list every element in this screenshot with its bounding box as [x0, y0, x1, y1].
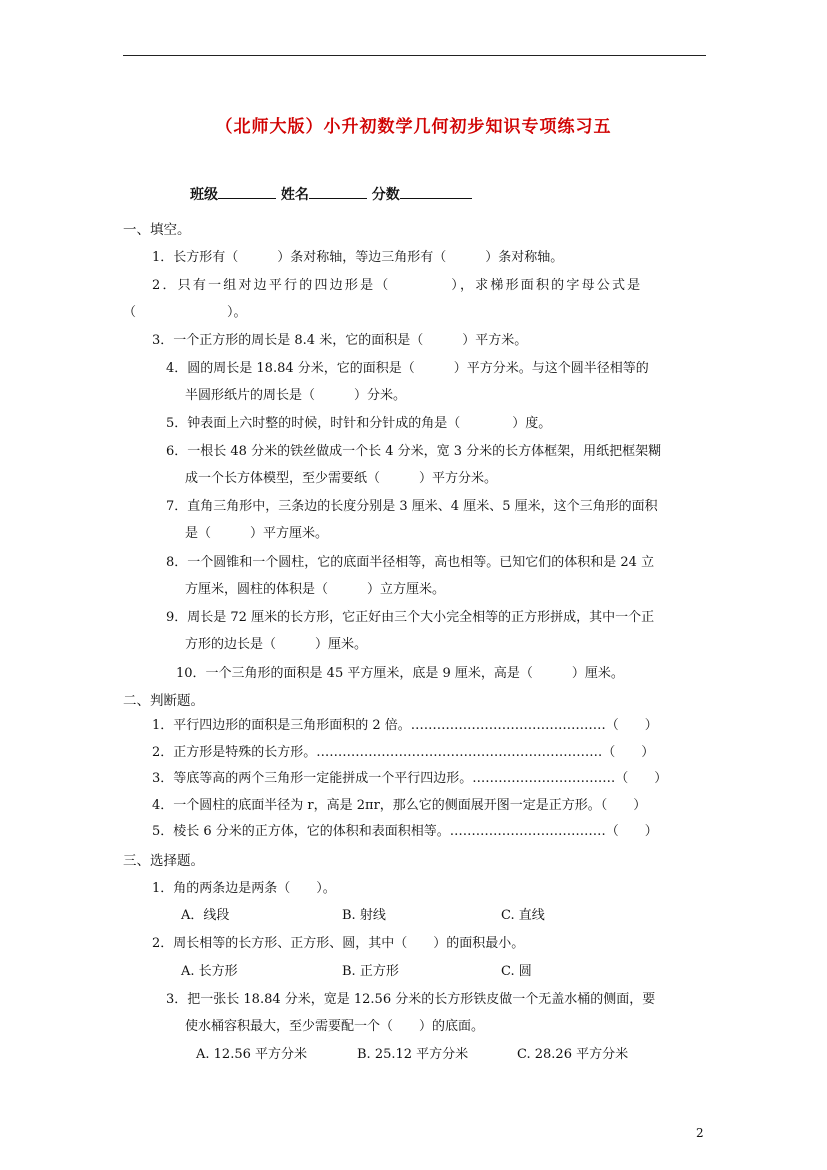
question-line: 方厘米，圆柱的体积是（ ）立方厘米。: [185, 582, 446, 597]
choice-option-b: B. 25.12 平方分米: [357, 1047, 469, 1062]
choice-option-a: A．线段: [181, 908, 230, 923]
question-line: 5．钟表面上六时整的时候，时针和分针成的角是（ ）度。: [166, 416, 552, 431]
class-blank[interactable]: [218, 184, 276, 199]
section-choice-heading: 三、选择题。: [123, 853, 204, 869]
question-line: 是（ ）平方厘米。: [185, 526, 329, 541]
question-line: 3．等底等高的两个三角形一定能拼成一个平行四边形。……………………………（ ）: [152, 771, 668, 786]
student-info-row: [190, 184, 472, 204]
question-line: 2．正方形是特殊的长方形。…………………………………………………………（ ）: [152, 745, 655, 760]
question-line: 2．周长相等的长方形、正方形、圆，其中（ ）的面积最小。: [152, 936, 525, 951]
question-line: 5．棱长 6 分米的正方体，它的体积和表面积相等。………………………………（ ）: [152, 824, 658, 839]
question-line: 4．一个圆柱的底面半径为 r，高是 2πr，那么它的侧面展开图一定是正方形。（ ）: [152, 798, 647, 813]
choice-option-a: A. 12.56 平方分米: [196, 1047, 308, 1062]
page-number: 2: [696, 1126, 704, 1140]
choice-option-a: A. 长方形: [181, 964, 238, 979]
name-blank[interactable]: [309, 184, 367, 199]
score-label: 分数: [371, 187, 400, 203]
question-line: 9．周长是 72 厘米的长方形，它正好由三个大小完全相等的正方形拼成，其中一个正: [166, 610, 655, 625]
question-line: 1．角的两条边是两条（ ）。: [152, 881, 336, 896]
question-line: 使水桶容积最大，至少需要配一个（ ）的底面。: [185, 1019, 485, 1034]
question-line: 3．一个正方形的周长是 8.4 米，它的面积是（ ）平方米。: [152, 333, 528, 348]
question-line: 8．一个圆锥和一个圆柱，它的底面半径相等，高也相等。已知它们的体积和是 24 立: [166, 555, 655, 570]
page-title: （北师大版）小升初数学几何初步知识专项练习五: [215, 117, 612, 137]
question-line: 3．把一张长 18.84 分米，宽是 12.56 分米的长方形铁皮做一个无盖水桶的侧面，要: [166, 992, 656, 1007]
question-line: 7．直角三角形中，三条边的长度分别是 3 厘米、4 厘米、5 厘米，这个三角形的面积: [166, 499, 658, 514]
question-line: 4．圆的周长是 18.84 分米，它的面积是（ ）平方分米。与这个圆半径相等的: [166, 361, 649, 376]
question-line: 2．只有一组对边平行的四边形是（ ），求梯形面积的字母公式是: [152, 278, 643, 293]
score-blank[interactable]: [400, 184, 472, 199]
section-true-false-heading: 二、判断题。: [123, 693, 204, 709]
choice-option-c: C. 28.26 平方分米: [517, 1047, 629, 1062]
question-line: 1．平行四边形的面积是三角形面积的 2 倍。………………………………………（ ）: [152, 718, 658, 733]
name-label: 姓名: [280, 187, 309, 203]
section-fill-blank-heading: 一、填空。: [123, 222, 191, 238]
choice-option-c: C. 圆: [501, 964, 532, 979]
question-line: 半圆形纸片的周长是（ ）分米。: [185, 388, 407, 403]
choice-option-c: C. 直线: [501, 908, 545, 923]
choice-option-b: B. 正方形: [342, 964, 399, 979]
question-line: 6．一根长 48 分米的铁丝做成一个长 4 分米，宽 3 分米的长方体框架，用纸把框架糊: [166, 444, 662, 459]
question-line: 1．长方形有（ ）条对称轴，等边三角形有（ ）条对称轴。: [152, 250, 564, 265]
question-line: 10．一个三角形的面积是 45 平方厘米，底是 9 厘米，高是（ ）厘米。: [176, 666, 624, 681]
class-label: 班级: [190, 187, 218, 203]
header-rule: [123, 55, 706, 56]
choice-option-b: B. 射线: [342, 908, 386, 923]
question-line: 方形的边长是（ ）厘米。: [185, 637, 368, 652]
question-line: 成一个长方体模型，至少需要纸（ ）平方分米。: [185, 471, 498, 486]
question-line: （ ）。: [123, 305, 247, 320]
